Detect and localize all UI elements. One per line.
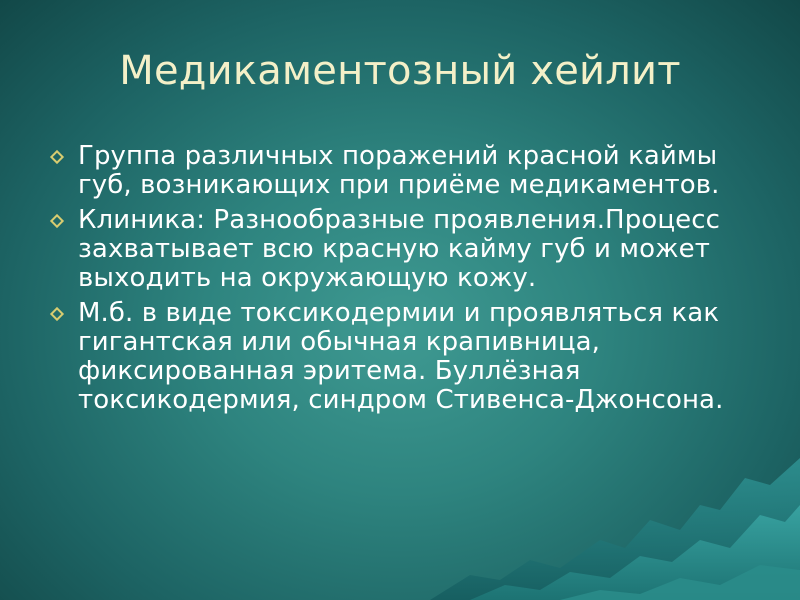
bullet-text: Клиника: Разнообразные проявления.Процесс захватывает всю красную кайму губ и может выходить на окружающую кожу. xyxy=(78,205,721,293)
bullet-list xyxy=(48,142,768,421)
bullet-item xyxy=(48,142,768,200)
diamond-bullet-icon xyxy=(50,214,64,228)
diamond-bullet-icon xyxy=(50,150,64,164)
bullet-text: Группа различных поражений красной каймы губ, возникающих при приёме медикаментов. xyxy=(78,141,720,200)
slide-title: Медикаментозный хейлит xyxy=(119,48,681,94)
bullet-item xyxy=(48,299,768,415)
bullet-text: М.б. в виде токсикодермии и проявляться как гигантская или обычная крапивница, фиксированная эритема. Буллёзная токсикодермия, синдром Стивенса-Джонсона. xyxy=(78,298,724,415)
bullet-item xyxy=(48,206,768,293)
diamond-bullet-icon xyxy=(50,307,64,321)
